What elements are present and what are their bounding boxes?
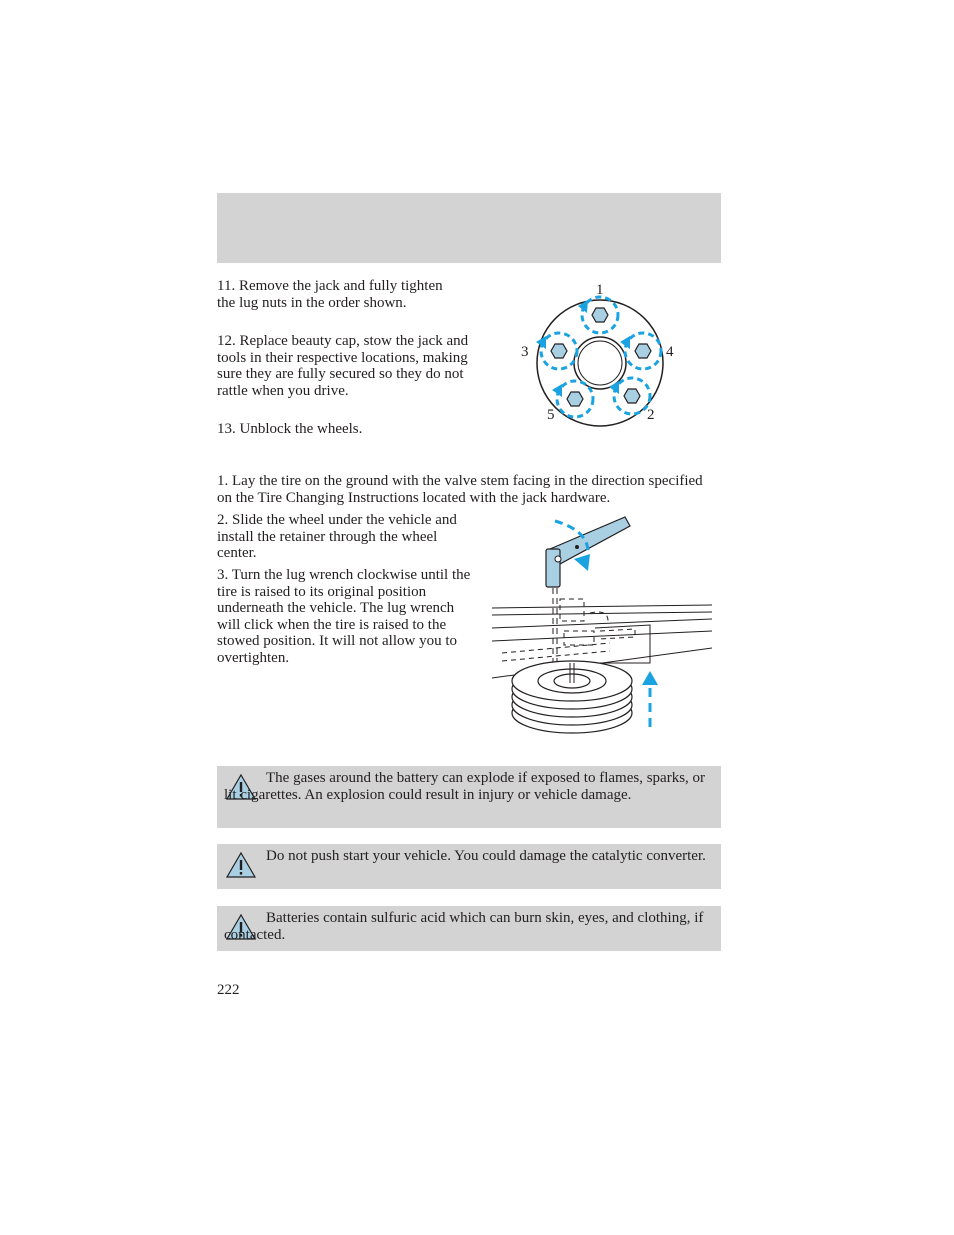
lug-nut-2 bbox=[624, 389, 640, 403]
warning-box-sulfuric-acid bbox=[217, 906, 721, 951]
stow-step-1-text: 1. Lay the tire on the ground with the valve stem facing in the direction specified on the Tire Changing Instructions located with the jack hardware. bbox=[217, 473, 703, 506]
page-number: 222 bbox=[217, 982, 240, 998]
order-label-3: 3 bbox=[521, 344, 529, 360]
warning-box-push-start bbox=[217, 844, 721, 889]
step-13-text: 13. Unblock the wheels. bbox=[217, 421, 363, 437]
warning-text-battery-gases: The gases around the battery can explode if exposed to flames, sparks, or lit cigarettes. An explosion could result in injury or vehicle damage. bbox=[224, 770, 706, 803]
lug-nut-order-diagram bbox=[505, 276, 695, 436]
step-12-text: 12. Replace beauty cap, stow the jack and tools in their respective locations, making sure they are fully secured so they do not rattle when you drive. bbox=[217, 333, 469, 399]
stow-step-3-text: 3. Turn the lug wrench clockwise until the tire is raised to its original position underneath the vehicle. The lug wrench will click when the tire is raised to the stowed position. It will not allow you to overtighten. bbox=[217, 567, 471, 666]
warning-box-battery-gases bbox=[217, 766, 721, 828]
warning-text-sulfuric-acid: Batteries contain sulfuric acid which can burn skin, eyes, and clothing, if contacted. bbox=[224, 910, 704, 943]
order-label-5: 5 bbox=[547, 407, 555, 423]
lug-nut-4 bbox=[635, 344, 651, 358]
section-header-band bbox=[217, 193, 721, 263]
lug-nut-3 bbox=[551, 344, 567, 358]
order-label-1: 1 bbox=[596, 282, 604, 298]
order-label-4: 4 bbox=[666, 344, 674, 360]
lug-nut-5 bbox=[567, 392, 583, 406]
warning-text-push-start: Do not push start your vehicle. You could damage the catalytic converter. bbox=[266, 848, 706, 864]
stow-step-2-text: 2. Slide the wheel under the vehicle and install the retainer through the wheel center. bbox=[217, 512, 457, 562]
order-label-2: 2 bbox=[647, 407, 655, 423]
step-11-text: 11. Remove the jack and fully tighten the lug nuts in the order shown. bbox=[217, 278, 443, 311]
spare-tire-stow-illustration bbox=[490, 513, 714, 735]
lug-nut-1 bbox=[592, 308, 608, 322]
